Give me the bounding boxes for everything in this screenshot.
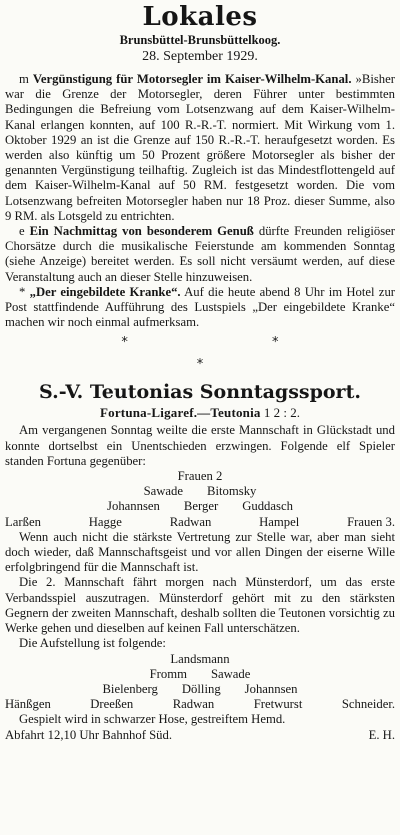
article-nachmittag xyxy=(5,224,395,285)
signoff-line xyxy=(5,728,395,743)
article-title: „Der eingebildete Kranke“. xyxy=(29,284,181,299)
lineup-row xyxy=(5,667,395,682)
player-name: Frauen 3. xyxy=(347,514,396,529)
report-paragraph: Am vergangenen Sonntag weilte die erste Mannschaft in Glückstadt und konnte dortselbst ein Unentschieden erzwingen. Folgende elf Spieler standen Fortuna gegenüber: xyxy=(5,423,395,468)
lineup-row xyxy=(5,515,395,530)
player-name: Johannsen xyxy=(107,499,160,514)
article-lead: m xyxy=(19,72,33,86)
article-body: »Bisher war die Grenze der Motorsegler, deren Führer unter bestimmten Bedingungen die Befreiung vom Lotsenzwang auf dem Kaiser-Wilhelm-Kanal erlangen konnten, auf 100 R.-R.-T. normiert. Mit Wirkung vom 1. Oktober 1929 an ist die Grenze auf 150 R.-R.-T. heraufgesetzt worden. Es werden also künftig um 50 Prozent größere Motorsegler als bisher der genannten Vergünstigung teilhaftig. Zugleich ist das Mindestflottengeld auf dem Kaiser-Wilhelm-Kanal auf 50 RM. festgesetzt worden. Die vom Lotsenzwang befreiten Motorsegler haben nur 18 Proz. dieser Summe, also 9 RM. als Lotsgeld zu entrichten. xyxy=(5,72,395,223)
article-title: Vergünstigung für Motorsegler im Kaiser-Wilhelm-Kanal. xyxy=(32,72,352,86)
player-name: Bielenberg xyxy=(102,681,158,696)
player-name: Hagge xyxy=(88,514,122,529)
report-paragraph: Die Aufstellung ist folgende: xyxy=(19,636,166,651)
article-body: dürfte Freunden religiöser Chorsätze durch die musikalische Feierstunde am kommenden Sonntag (siehe Anzeige) bereitet werden. Es soll nicht versäumt werden, auf diese Veranstaltung auch an dieser Stelle hinzuweisen. xyxy=(5,224,395,284)
lineup-keeper: Landsmann xyxy=(170,651,230,666)
player-name: Berger xyxy=(183,499,219,514)
article-body: Auf die heute abend 8 Uhr im Hotel zur Post stattfindende Aufführung des Lustspiels „Der eingebildete Kranke“ machen wir noch einmal aufmerksam. xyxy=(5,284,396,330)
player-name: Johannsen xyxy=(244,681,298,696)
match-score: 1 2 : 2. xyxy=(260,405,301,421)
lineup-team: Frauen 2 xyxy=(177,469,223,484)
article-lead: e xyxy=(19,224,30,239)
player-name: Sawade xyxy=(210,666,251,681)
lineup-row xyxy=(5,682,395,697)
player-name: Schneider. xyxy=(341,697,396,712)
lineup-row xyxy=(5,484,395,499)
player-name: Hänßgen xyxy=(5,697,51,712)
article-title: Ein Nachmittag von besonderem Genuß xyxy=(29,224,254,239)
lineup-row xyxy=(5,499,395,514)
report-paragraph: Wenn auch nicht die stärkste Vertretung zur Stelle war, aber man sieht doch wieder, daß Mannschaftsgeist und vor allen Dingen der eiserne Wille erfolgbringend für die Mannschaft ist. xyxy=(5,529,395,575)
player-name: Radwan xyxy=(172,697,215,712)
article-lead: * xyxy=(19,284,30,299)
sport-heading: S.-V. Teutonias Sonntagssport. xyxy=(39,381,361,404)
player-name: Radwan xyxy=(169,514,212,529)
player-name: Larßen xyxy=(5,514,41,529)
match-result xyxy=(5,404,395,421)
lineup-row xyxy=(5,697,395,712)
departure-note: Abfahrt 12,10 Uhr Bahnhof Süd. xyxy=(5,727,173,742)
player-name: Hampel xyxy=(259,514,300,529)
dateline: 28. September 1929. xyxy=(142,49,258,64)
player-name: Guddasch xyxy=(242,499,293,514)
player-name: Bitomsky xyxy=(207,484,257,499)
player-name: Sawade xyxy=(143,484,184,499)
location-subheading: Brunsbüttel-Brunsbüttelkoog. xyxy=(119,33,281,47)
author-initials: E. H. xyxy=(368,727,395,742)
match-label: Fortuna-Ligaref.—Teutonia xyxy=(99,405,261,421)
article-motorsegler xyxy=(5,72,395,224)
report-paragraph: Gespielt wird in schwarzer Hose, gestreiftem Hemd. xyxy=(19,712,286,727)
report-paragraph: Die 2. Mannschaft fährt morgen nach Münsterdorf, um das erste Verbandsspiel auszutragen. Münsterdorf gehört mit zu den stärksten Gegnern der zweiten Mannschaft, deshalb sollten die Teutonen vorsichtig zu Werke gehen und dieselben auf keinen Fall unterschätzen. xyxy=(5,575,395,636)
player-name: Fretwurst xyxy=(253,697,303,712)
player-name: Dreeßen xyxy=(90,697,134,712)
player-name: Fromm xyxy=(149,666,187,681)
article-kranke xyxy=(5,285,395,331)
section-heading: Lokales xyxy=(142,2,258,32)
player-name: Dölling xyxy=(181,681,221,696)
section-divider: * * * xyxy=(121,335,349,373)
newspaper-column xyxy=(5,0,395,835)
